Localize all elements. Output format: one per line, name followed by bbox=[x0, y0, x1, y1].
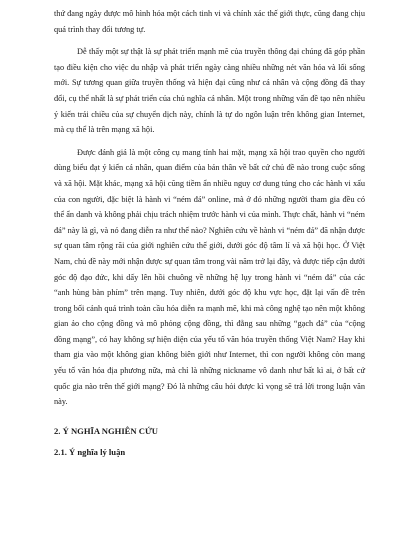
document-page bbox=[54, 6, 365, 461]
subsection-heading: 2.1. Ý nghĩa lý luận bbox=[54, 447, 126, 458]
section-heading: 2. Ý NGHĨA NGHIÊN CỨU bbox=[54, 425, 159, 436]
paragraph-social-network: Được đánh giá là một công cụ mang tính hai mặt, mạng xã hội trao quyền cho người dùng biểu đạt ý kiến cá nhân, quan điểm của bản thân về bất cứ chủ đề nào trong cuộc sống và xã hội. Mặt khác, mạng xã hội cũng tiềm ẩn nhiều nguy cơ dung túng cho các hành vi xấu của con người, đặc biệt là hành vi “ném đá” online, mà ở đó những người tham gia đều có thể ẩn danh và không phải chịu trách nhiệm trước hành vi của mình. Thực chất, hành vi “ném đá” này là gì, và nó đang diễn ra như thế nào? Nghiên cứu về hành vi “ném đá” đã nhận được sự quan tâm rộng rãi của giới nghiên cứu thế giới, dưới góc độ tâm lí và xã hội học. Ở Việt Nam, chủ đề này mới nhận được sự quan tâm trong vài năm trở lại đây, và được tiếp cận dưới góc độ đạo đức, khi dấy lên hồi chuông về những hệ lụy trong hành vi “ném đá” của các “anh hùng bàn phím” trên mạng. Tuy nhiên, dưới góc độ khu vực học, đặt lại vấn đề trên trong bối cảnh quá trình toàn cầu hóa diễn ra mạnh mẽ, khi mà công nghệ tạo nên một không gian ảo cho cộng đồng và mô phỏng cộng đồng, thì đằng sau những “gạch đá” của “cộng đồng mạng”, có hay không sự hiện diện của yếu tố văn hóa truyền thống Việt Nam? Hay khi tham gia vào một không gian không biên giới như Internet, thì con người không còn mang yếu tố văn hóa địa phương nữa, mà chỉ là những nickname vô danh như bất kì ai, ở bất cứ quốc gia nào trên thế giới mạng? Đó là những câu hỏi được kì vọng sẽ trả lời trong luận văn này. bbox=[54, 147, 365, 407]
paragraph-continuation: thứ đang ngày được mô hình hóa một cách tinh vi và chính xác thế giới thực, cũng đang chịu quá trình thay đổi tương tự. bbox=[54, 9, 365, 34]
paragraph-mass-media: Dễ thấy một sự thật là sự phát triển mạnh mẽ của truyền thông đại chúng đã góp phần tạo điều kiện cho việc du nhập và phát triển ngày càng nhiều những nét văn hóa và lối sống mới. Sự tương quan giữa truyền thống và hiện đại cũng như cá nhân và cộng đồng đã thay đổi, cụ thể nhất là sự phát triển của chủ nghĩa cá nhân. Một trong những vấn đề tạo nên nhiều ý kiến trái chiều của sự chuyển dịch này, chính là tự do ngôn luận trên không gian Internet, mà cụ thể là trên mạng xã hội. bbox=[54, 47, 365, 135]
